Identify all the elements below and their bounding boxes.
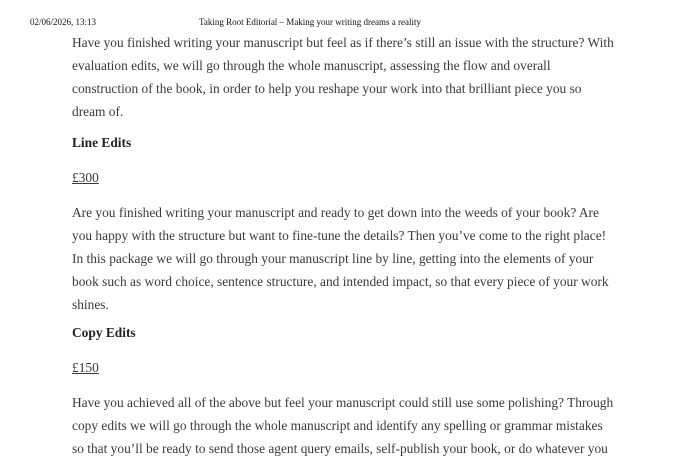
line-edits-paragraph: Are you finished writing your manuscript and ready to get down into the weeds of your book? Are you happy with the structure but want to fine-tune the details? Then you’ve come to the right place! In this package we will go through your manuscript line by line, getting into the elements of your book such as word choice, sentence structure, and intended impact, so that every piece of your work shines.	[72, 205, 609, 312]
copy-edits-price: £150	[72, 360, 99, 375]
evaluation-edits-paragraph: Have you finished writing your manuscript but feel as if there’s still an issue with the structure? With evaluation edits, we will go through the whole manuscript, assessing the flow and overall construction of the book, in order to help you reshape your work into that brilliant piece you so dream of.	[72, 35, 614, 119]
print-page-title: Taking Root Editorial – Making your writing dreams a reality	[198, 17, 422, 27]
line-edits-price: £300	[72, 170, 99, 185]
line-edits-heading: Line Edits	[72, 135, 132, 150]
print-header	[30, 17, 650, 29]
copy-edits-heading: Copy Edits	[72, 325, 136, 340]
print-datetime: 02/06/2026, 13:13	[30, 17, 97, 27]
copy-edits-paragraph: Have you achieved all of the above but feel your manuscript could still use some polishing? Through copy edits we will go through the whole manuscript and identify any spelling or grammar mistakes so that you’ll be ready to send those agent query emails, self-publish your book, or do whatever you	[72, 395, 614, 456]
